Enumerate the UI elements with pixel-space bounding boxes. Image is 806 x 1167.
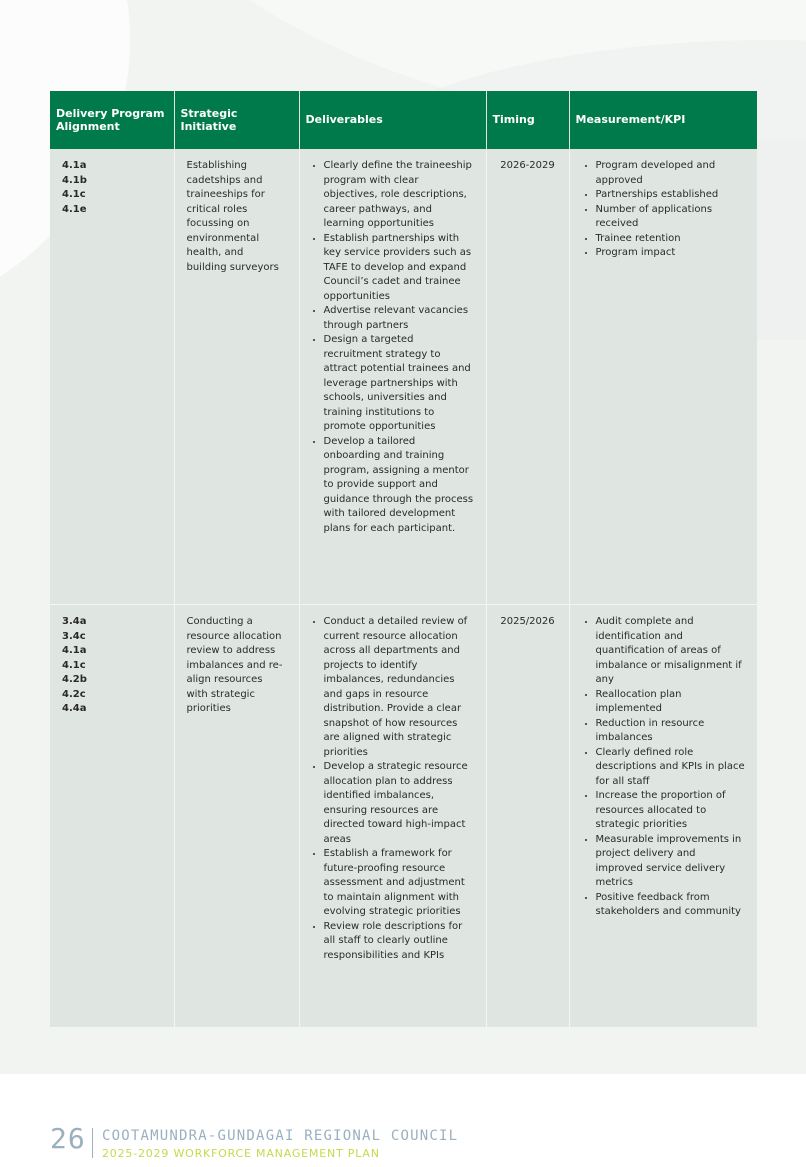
header-measurement-kpi: Measurement/KPI: [569, 91, 757, 149]
alignment-code: 4.2b: [62, 674, 87, 685]
alignment-code: 4.1b: [62, 174, 87, 186]
deliverables-list: [310, 159, 474, 536]
list-item: • Clearly defined role descriptions and KPIs in place for all staff: [596, 746, 746, 790]
timing-cell: [486, 605, 569, 1028]
alignment-cell: [50, 149, 174, 605]
deliverables-cell: [299, 605, 486, 1028]
alignment-code: 3.4a: [62, 616, 87, 627]
list-item: • Establish partnerships with key service providers such as TAFE to develop and expand Council’s cadet and trainee opportunities: [324, 232, 474, 305]
alignment-code: 4.1a: [62, 160, 87, 171]
timing-text: 2026-2029: [500, 160, 555, 171]
table-header-row: [50, 91, 757, 149]
list-item: • Develop a strategic resource allocation plan to address identified imbalances, ensuring resources are directed toward high-impact areas: [324, 760, 474, 847]
deliverables-cell: [299, 149, 486, 605]
page-number: 26: [50, 1122, 86, 1155]
kpi-cell: [569, 605, 757, 1028]
alignment-code: 4.1c: [62, 659, 86, 671]
alignment-code: 4.1e: [62, 203, 87, 215]
alignment-code: 4.2c: [62, 688, 86, 700]
alignment-code: 3.4c: [62, 630, 86, 642]
initiative-text: Conducting a resource allocation review to address imbalances and re-align resources with strategic priorities: [186, 616, 283, 714]
initiative-text: Establishing cadetships and traineeships for critical roles focussing on environmental health, and building surveyors: [186, 160, 279, 273]
kpi-list: [582, 159, 746, 261]
alignment-code: 4.4a: [62, 703, 87, 714]
kpi-cell: [569, 149, 757, 605]
list-item: • Positive feedback from stakeholders and community: [596, 891, 746, 920]
list-item: • Program impact: [596, 246, 746, 261]
footer-divider: [92, 1128, 93, 1158]
list-item: • Measurable improvements in project delivery and improved service delivery metrics: [596, 833, 746, 891]
organisation-name: COOTAMUNDRA-GUNDAGAI REGIONAL COUNCIL: [102, 1128, 459, 1144]
list-item: • Advertise relevant vacancies through partners: [324, 304, 474, 333]
initiative-cell: [174, 605, 299, 1028]
alignment-code: 4.1c: [62, 189, 86, 200]
list-item: • Review role descriptions for all staff to clearly outline responsibilities and KPIs: [324, 920, 474, 964]
workforce-plan-table: [50, 91, 757, 1028]
header-deliverables: Deliverables: [299, 91, 486, 149]
document-title: 2025-2029 WORKFORCE MANAGEMENT PLAN: [102, 1147, 380, 1160]
list-item: • Establish a framework for future-proofing resource assessment and adjustment to maintain alignment with evolving strategic priorities: [324, 847, 474, 920]
list-item: • Clearly define the traineeship program with clear objectives, role descriptions, career pathways, and learning opportunities: [324, 159, 474, 232]
header-timing: Timing: [486, 91, 569, 149]
list-item: • Develop a tailored onboarding and training program, assigning a mentor to provide support and guidance through the process with tailored development plans for each participant.: [324, 435, 474, 537]
list-item: • Number of applications received: [596, 203, 746, 232]
list-item: • Partnerships established: [596, 188, 746, 203]
kpi-list: [582, 615, 746, 920]
table-row: [50, 605, 757, 1028]
list-item: • Audit complete and identification and quantification of areas of imbalance or misalignment if any: [596, 615, 746, 688]
list-item: • Program developed and approved: [596, 159, 746, 188]
table-row: [50, 149, 757, 605]
alignment-cell: [50, 605, 174, 1028]
list-item: • Increase the proportion of resources allocated to strategic priorities: [596, 789, 746, 833]
list-item: • Conduct a detailed review of current resource allocation across all departments and projects to identify imbalances, redundancies and gaps in resource distribution. Provide a clear snapshot of how resources are aligned with strategic priorities: [324, 615, 474, 760]
header-strategic-initiative: Strategic Initiative: [174, 91, 299, 149]
list-item: • Reallocation plan implemented: [596, 688, 746, 717]
header-delivery-program-alignment: Delivery Program Alignment: [50, 91, 174, 149]
deliverables-list: [310, 615, 474, 963]
timing-text: 2025/2026: [500, 616, 555, 627]
initiative-cell: [174, 149, 299, 605]
alignment-code: 4.1a: [62, 645, 87, 656]
list-item: • Trainee retention: [596, 232, 746, 247]
list-item: • Design a targeted recruitment strategy to attract potential trainees and leverage partnerships with schools, universities and training institutions to promote opportunities: [324, 333, 474, 435]
timing-cell: [486, 149, 569, 605]
list-item: • Reduction in resource imbalances: [596, 717, 746, 746]
